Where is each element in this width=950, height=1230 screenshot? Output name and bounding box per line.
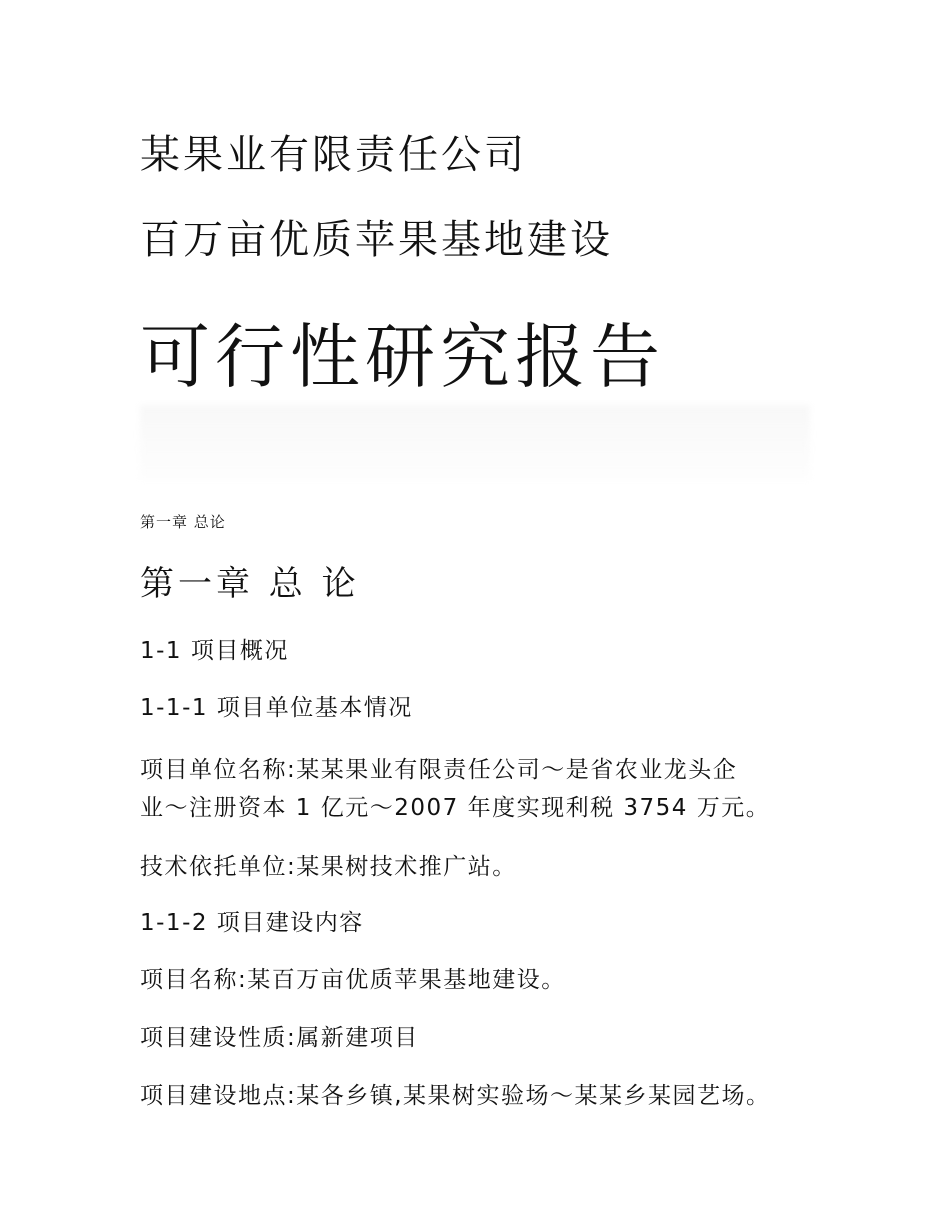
paragraph-project-location: 项目建设地点:某各乡镇,某果树实验场～某某乡某园艺场。	[140, 1083, 771, 1109]
company-title: 某果业有限责任公司	[140, 132, 527, 178]
paragraph-project-name: 项目名称:某百万亩优质苹果基地建设。	[140, 967, 566, 993]
subsection-heading-1-1-1: 1-1-1 项目单位基本情况	[140, 695, 413, 721]
faded-text-band	[140, 405, 810, 480]
section-heading-1-1: 1-1 项目概况	[140, 638, 289, 664]
paragraph-project-nature: 项目建设性质:属新建项目	[140, 1025, 419, 1051]
subsection-heading-1-1-2: 1-1-2 项目建设内容	[140, 910, 364, 936]
project-title: 百万亩优质苹果基地建设	[140, 217, 613, 263]
chapter-heading: 第一章 总 论	[140, 564, 360, 604]
running-header: 第一章 总论	[140, 513, 226, 531]
report-title: 可行性研究报告	[140, 316, 665, 398]
paragraph-unit-name-line1: 项目单位名称:某某果业有限责任公司～是省农业龙头企	[140, 757, 738, 783]
paragraph-tech-support: 技术依托单位:某果树技术推广站。	[140, 854, 517, 880]
paragraph-unit-name-line2: 业～注册资本 1 亿元～2007 年度实现利税 3754 万元。	[140, 795, 771, 821]
